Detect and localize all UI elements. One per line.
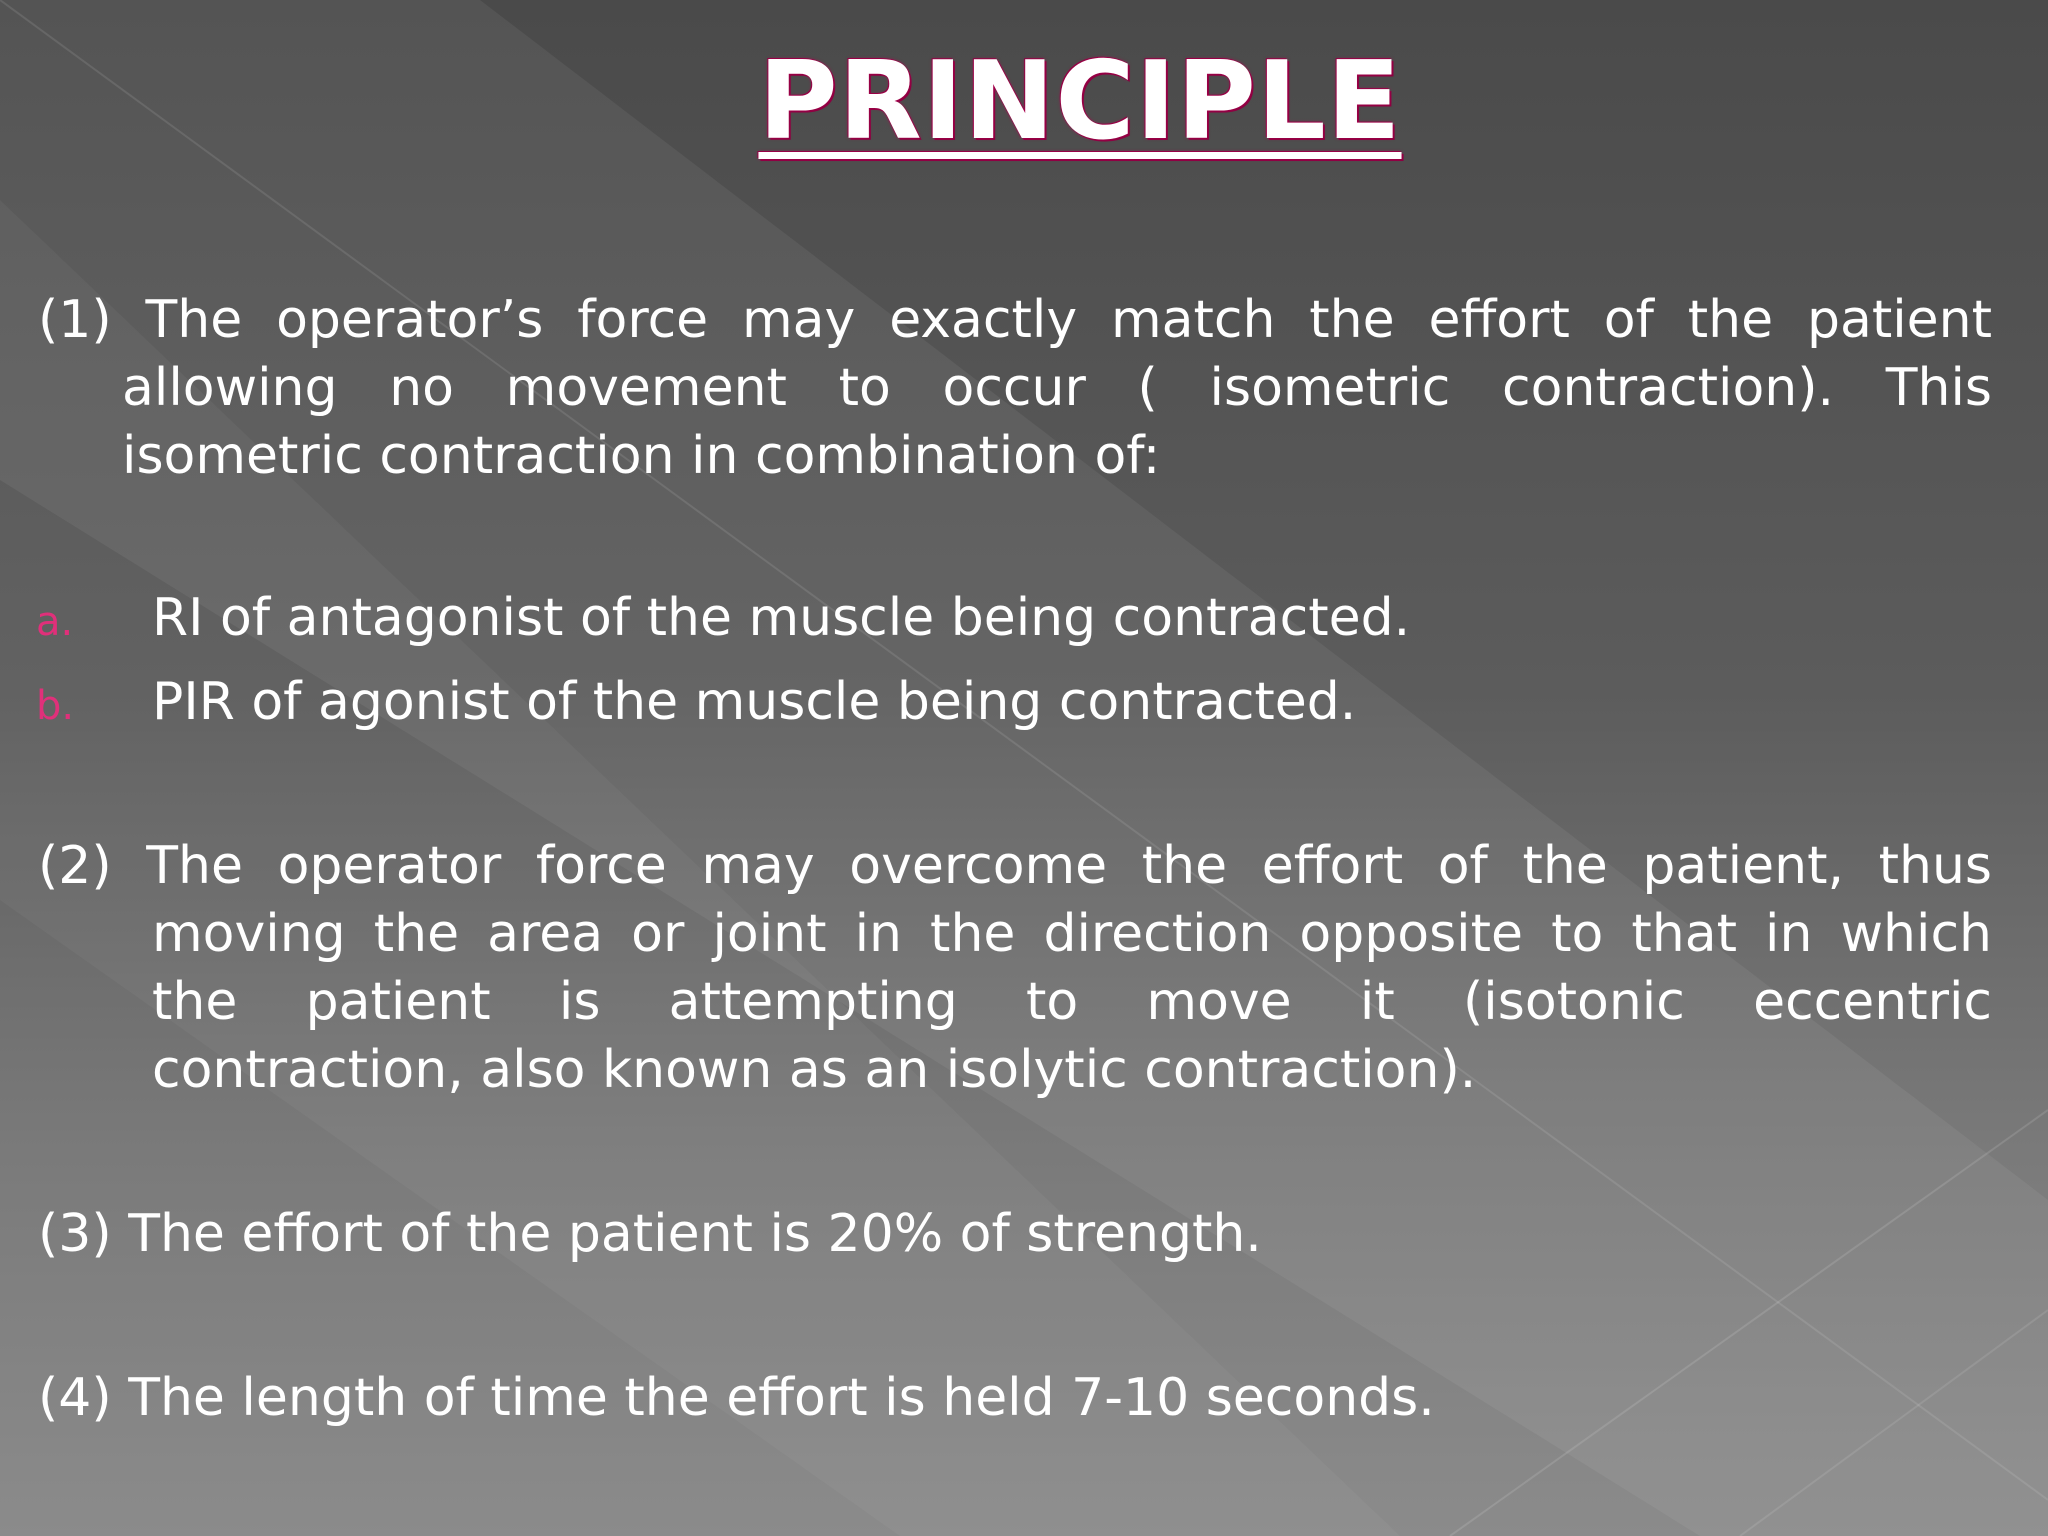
sub-item-b bbox=[36, 668, 1936, 740]
sub-item-b-text: PIR of agonist of the muscle being contracted. bbox=[152, 672, 1357, 732]
point-1-line-2: allowing no movement to occur ( isometric contraction). This bbox=[122, 358, 1992, 418]
point-2 bbox=[38, 832, 1992, 1104]
sub-item-a-text: RI of antagonist of the muscle being contracted. bbox=[152, 588, 1411, 648]
point-1-line-3: isometric contraction in combination of: bbox=[122, 426, 1161, 486]
point-1 bbox=[38, 286, 1992, 490]
point-2-line-3: the patient is attempting to move it (isotonic eccentric bbox=[152, 972, 1992, 1032]
point-3: (3) The effort of the patient is 20% of strength. bbox=[38, 1204, 1262, 1264]
point-2-line-4: contraction, also known as an isolytic contraction). bbox=[152, 1040, 1477, 1100]
sub-item-a-marker: a. bbox=[36, 599, 74, 645]
sub-item-a bbox=[36, 584, 1936, 656]
point-4: (4) The length of time the effort is held 7-10 seconds. bbox=[38, 1368, 1435, 1428]
point-2-line-2: moving the area or joint in the direction opposite to that in which bbox=[152, 904, 1992, 964]
point-2-line-1: (2) The operator force may overcome the effort of the patient, thus bbox=[38, 836, 1992, 896]
slide-title: PRINCIPLE bbox=[758, 39, 1402, 164]
sub-item-b-marker: b. bbox=[36, 683, 75, 729]
point-1-line-1: (1) The operator’s force may exactly match the effort of the patient bbox=[38, 290, 1992, 350]
